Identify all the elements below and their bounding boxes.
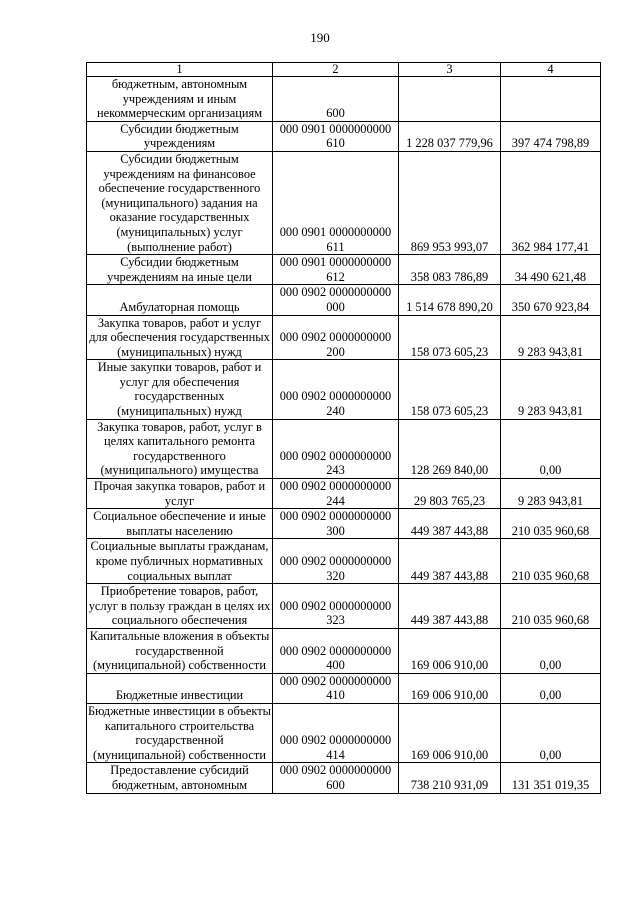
- table-row: [87, 315, 601, 360]
- row-name-cell: Закупка товаров, работ, услуг в целях капитального ремонта государственного (муниципального) имущества: [87, 419, 273, 478]
- row-code-cell: 000 0901 0000000000 612: [273, 255, 399, 285]
- table-row: [87, 419, 601, 478]
- row-amount-col3-cell: 738 210 931,09: [399, 763, 501, 793]
- row-amount-col4-cell: 210 035 960,68: [501, 539, 601, 584]
- table-header-row: [87, 63, 601, 77]
- row-name-cell: Предоставление субсидий бюджетным, автономным: [87, 763, 273, 793]
- column-header-4: 4: [501, 63, 601, 77]
- table-row: [87, 539, 601, 584]
- row-amount-col4-cell: 131 351 019,35: [501, 763, 601, 793]
- row-code-cell: 000 0902 0000000000 400: [273, 628, 399, 673]
- row-code-cell: 000 0902 0000000000 300: [273, 509, 399, 539]
- row-code-cell: 000 0902 0000000000 243: [273, 419, 399, 478]
- row-amount-col3-cell: 449 387 443,88: [399, 509, 501, 539]
- row-code-cell: 600: [273, 77, 399, 122]
- row-amount-col4-cell: 0,00: [501, 628, 601, 673]
- row-amount-col4-cell: 9 283 943,81: [501, 360, 601, 419]
- table-row: [87, 285, 601, 315]
- row-amount-col4-cell: [501, 77, 601, 122]
- row-name-cell: Закупка товаров, работ и услуг для обеспечения государственных (муниципальных) нужд: [87, 315, 273, 360]
- row-code-cell: 000 0902 0000000000 600: [273, 763, 399, 793]
- table-body: [87, 77, 601, 794]
- row-amount-col4-cell: 9 283 943,81: [501, 479, 601, 509]
- row-amount-col3-cell: 449 387 443,88: [399, 539, 501, 584]
- table-row: [87, 255, 601, 285]
- table-row: [87, 121, 601, 151]
- row-amount-col3-cell: 158 073 605,23: [399, 315, 501, 360]
- row-name-cell: Прочая закупка товаров, работ и услуг: [87, 479, 273, 509]
- row-code-cell: 000 0902 0000000000 410: [273, 673, 399, 703]
- row-code-cell: 000 0902 0000000000 000: [273, 285, 399, 315]
- table-row: [87, 763, 601, 793]
- table-row: [87, 479, 601, 509]
- row-amount-col4-cell: 210 035 960,68: [501, 584, 601, 629]
- row-amount-col4-cell: 0,00: [501, 703, 601, 762]
- row-code-cell: 000 0901 0000000000 611: [273, 151, 399, 254]
- row-amount-col3-cell: 358 083 786,89: [399, 255, 501, 285]
- row-amount-col3-cell: 169 006 910,00: [399, 703, 501, 762]
- row-name-cell: Капитальные вложения в объекты государственной (муниципальной) собственности: [87, 628, 273, 673]
- budget-table: [86, 62, 601, 794]
- table-row: [87, 703, 601, 762]
- column-header-2: 2: [273, 63, 399, 77]
- row-name-cell: Субсидии бюджетным учреждениям: [87, 121, 273, 151]
- row-name-cell: Бюджетные инвестиции в объекты капитального строительства государственной (муниципальной) собственности: [88, 703, 271, 762]
- row-amount-col3-cell: 449 387 443,88: [399, 584, 501, 629]
- row-amount-col3-cell: 869 953 993,07: [399, 151, 501, 254]
- row-amount-col3-cell: [399, 77, 501, 122]
- row-name-cell: Социальные выплаты гражданам, кроме публичных нормативных социальных выплат: [87, 539, 273, 584]
- row-code-cell: 000 0902 0000000000 323: [273, 584, 399, 629]
- row-code-cell: 000 0902 0000000000 244: [273, 479, 399, 509]
- row-name-cell: Приобретение товаров, работ, услуг в пользу граждан в целях их социального обеспечения: [87, 584, 273, 629]
- row-amount-col3-cell: 128 269 840,00: [399, 419, 501, 478]
- row-code-cell: 000 0902 0000000000 414: [273, 703, 399, 762]
- page-number: 190: [310, 30, 330, 45]
- row-amount-col3-cell: 169 006 910,00: [399, 673, 501, 703]
- row-amount-col4-cell: 34 490 621,48: [501, 255, 601, 285]
- row-code-cell: 000 0901 0000000000 610: [273, 121, 399, 151]
- row-amount-col3-cell: 1 514 678 890,20: [399, 285, 501, 315]
- row-name-cell: Субсидии бюджетным учреждениям на иные цели: [87, 255, 273, 285]
- row-name-cell: Иные закупки товаров, работ и услуг для обеспечения государственных (муниципальных) нужд: [87, 360, 273, 419]
- table-row: [87, 628, 601, 673]
- row-amount-col3-cell: 1 228 037 779,96: [399, 121, 501, 151]
- table-row: [87, 673, 601, 703]
- table-row: [87, 584, 601, 629]
- row-amount-col3-cell: 158 073 605,23: [399, 360, 501, 419]
- row-amount-col4-cell: 362 984 177,41: [501, 151, 601, 254]
- row-name-cell: Социальное обеспечение и иные выплаты населению: [87, 509, 273, 539]
- row-amount-col4-cell: 350 670 923,84: [501, 285, 601, 315]
- column-header-1: 1: [87, 63, 273, 77]
- table-row: [87, 509, 601, 539]
- row-name-cell: бюджетным, автономным учреждениям и иным некоммерческим организациям: [87, 77, 273, 122]
- row-amount-col4-cell: 397 474 798,89: [501, 121, 601, 151]
- row-amount-col3-cell: 169 006 910,00: [399, 628, 501, 673]
- row-name-cell: Амбулаторная помощь: [87, 285, 273, 315]
- row-amount-col3-cell: 29 803 765,23: [399, 479, 501, 509]
- table-row: [87, 77, 601, 122]
- row-code-cell: 000 0902 0000000000 240: [273, 360, 399, 419]
- row-code-cell: 000 0902 0000000000 200: [273, 315, 399, 360]
- column-header-3: 3: [399, 63, 501, 77]
- row-amount-col4-cell: 210 035 960,68: [501, 509, 601, 539]
- row-amount-col4-cell: 0,00: [501, 419, 601, 478]
- row-amount-col4-cell: 0,00: [501, 673, 601, 703]
- row-code-cell: 000 0902 0000000000 320: [273, 539, 399, 584]
- table-row: [87, 151, 601, 254]
- row-name-cell: Субсидии бюджетным учреждениям на финансовое обеспечение государственного (муниципального) задания на оказание государственных (муниципальных) услуг (выполнение работ): [87, 151, 273, 254]
- row-name-cell: Бюджетные инвестиции: [87, 673, 273, 703]
- row-amount-col4-cell: 9 283 943,81: [501, 315, 601, 360]
- table-row: [87, 360, 601, 419]
